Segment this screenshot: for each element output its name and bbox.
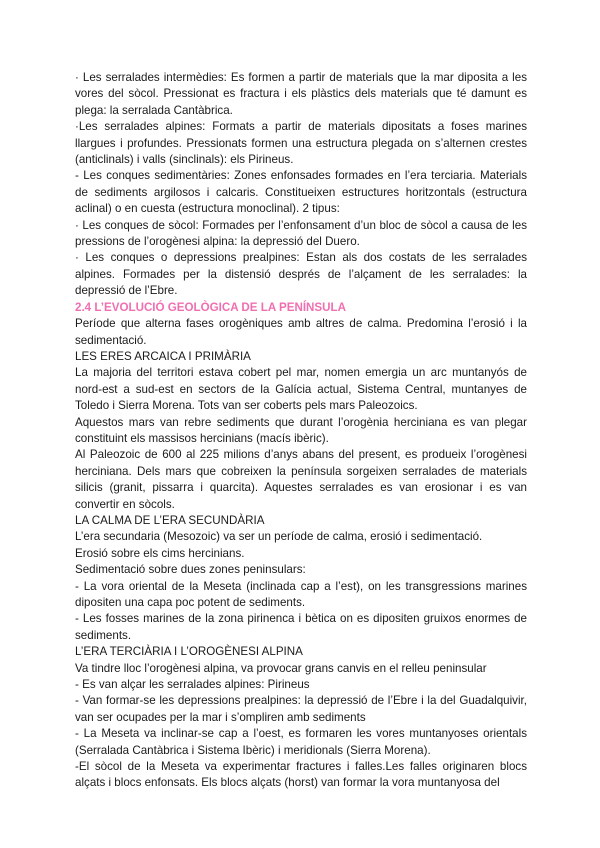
paragraph-conques-sedimentaries: - Les conques sedimentàries: Zones enfonsades formades en l’era terciaria. Materials de sediments argilosos i calcaris. Constitueixen estructures horitzontals (estructura aclinal) o en cuesta (estructura monoclinal). 2 tipus: (75, 169, 527, 216)
heading-eres-arcaica-primaria: LES ERES ARCAICA I PRIMÀRIA (75, 349, 251, 363)
paragraph-periode: Període que alterna fases orogèniques amb altres de calma. Predomina l’erosió i la sedimentació. (75, 317, 527, 347)
section-title-evolucio-geologica: 2.4 L’EVOLUCIÓ GEOLÒGICA DE LA PENÍNSULA (75, 300, 346, 314)
paragraph-paleozoic: Al Paleozoic de 600 al 225 milions d’anys abans del present, es produeix l’orogènesi herciniana. Dels mars que cobreixen la península sorgeixen serralades de materials silicis (granit, pissarra i quarcita). Aquestes serralades es van erosionar i es van convertir en sòcols. (75, 448, 527, 511)
paragraph-conques-socol: · Les conques de sòcol: Formades per l’enfonsament d’un bloc de sòcol a causa de les pressions de l’orogènesi alpina: la depressió del Duero. (75, 218, 527, 249)
paragraph-aquestos-mars: Aquestos mars van rebre sediments que durant l’orogènia herciniana es van plegar constituint els massisos hercinians (macís ibèric). (75, 415, 527, 445)
paragraph-vora-oriental: - La vora oriental de la Meseta (inclinada cap a l’est), on les transgressions marines dipositen una capa poc potent de sediments. (75, 579, 527, 609)
paragraph-erosio-cims: Erosió sobre els cims hercinians. (75, 546, 245, 560)
paragraph-socol-fractures: -El sòcol de la Meseta va experimentar fractures i falles.Les falles originaren blocs alçats i blocs enfonsats. Els blocs alçats (horst) van formar la vora muntanyosa del (75, 760, 527, 790)
paragraph-depressions-prealpines: - Van formar-se les depressions prealpines: la depressió de l’Ebre i la del Guadalquivir, van ser ocupades per la mar i s’ompliren amb sediments (75, 694, 527, 724)
paragraph-alcar-serralades: - Es van alçar les serralades alpines: Pirineus (75, 678, 310, 692)
paragraph-era-secundaria: L’era secundaria (Mesozoic) va ser un període de calma, erosió i sedimentació. (75, 530, 483, 544)
paragraph-serralades-alpines: ·Les serralades alpines: Formats a partir de materials dipositats a foses marines llargues i profundes. Pressionats formen una estructura plegada on s’alternen crestes (anticlinals) i valls (sinclinals): els Pirineus. (75, 120, 527, 167)
heading-era-terciaria: L’ERA TERCIÀRIA I L’OROGÈNESI ALPINA (75, 645, 303, 659)
paragraph-sedimentacio-zones: Sedimentació sobre dues zones peninsulars: (75, 563, 306, 577)
paragraph-majoria-territori: La majoria del territori estava cobert pel mar, nomen emergia un arc muntanyós de nord-est a sud-est en sectors de la Galícia actual, Sistema Central, muntanyes de Toledo i Sierra Morena. Tots van ser coberts pels mars Paleozoics. (75, 366, 527, 413)
paragraph-meseta-inclinar: - La Meseta va inclinar-se cap a l’oest, es formaren les vores muntanyoses orientals (Serralada Cantàbrica i Sistema Ibèric) i meridionals (Sierra Morena). (75, 727, 527, 757)
paragraph-serralades-intermedies: · Les serralades intermèdies: Es formen a partir de materials que la mar diposita a les vores del sòcol. Pressionat es fractura i els plàstics dels materials que té damunt es plega: la serralada Cantàbrica. (75, 71, 527, 117)
paragraph-conques-prealpines: · Les conques o depressions prealpines: Estan als dos costats de les serralades alpines. Formades per la distensió després de l’alçament de les serralades: la depressió de l’Ebre. (75, 251, 527, 298)
paragraph-fosses-marines: - Les fosses marines de la zona pirinenca i bètica on es dipositen gruixos enormes de sediments. (75, 612, 527, 642)
document-page (75, 70, 527, 792)
heading-calma-era-secundaria: LA CALMA DE L’ERA SECUNDÀRIA (75, 513, 265, 527)
paragraph-orogenesi-alpina: Va tindre lloc l’orogènesi alpina, va provocar grans canvis en el relleu peninsular (75, 661, 487, 675)
